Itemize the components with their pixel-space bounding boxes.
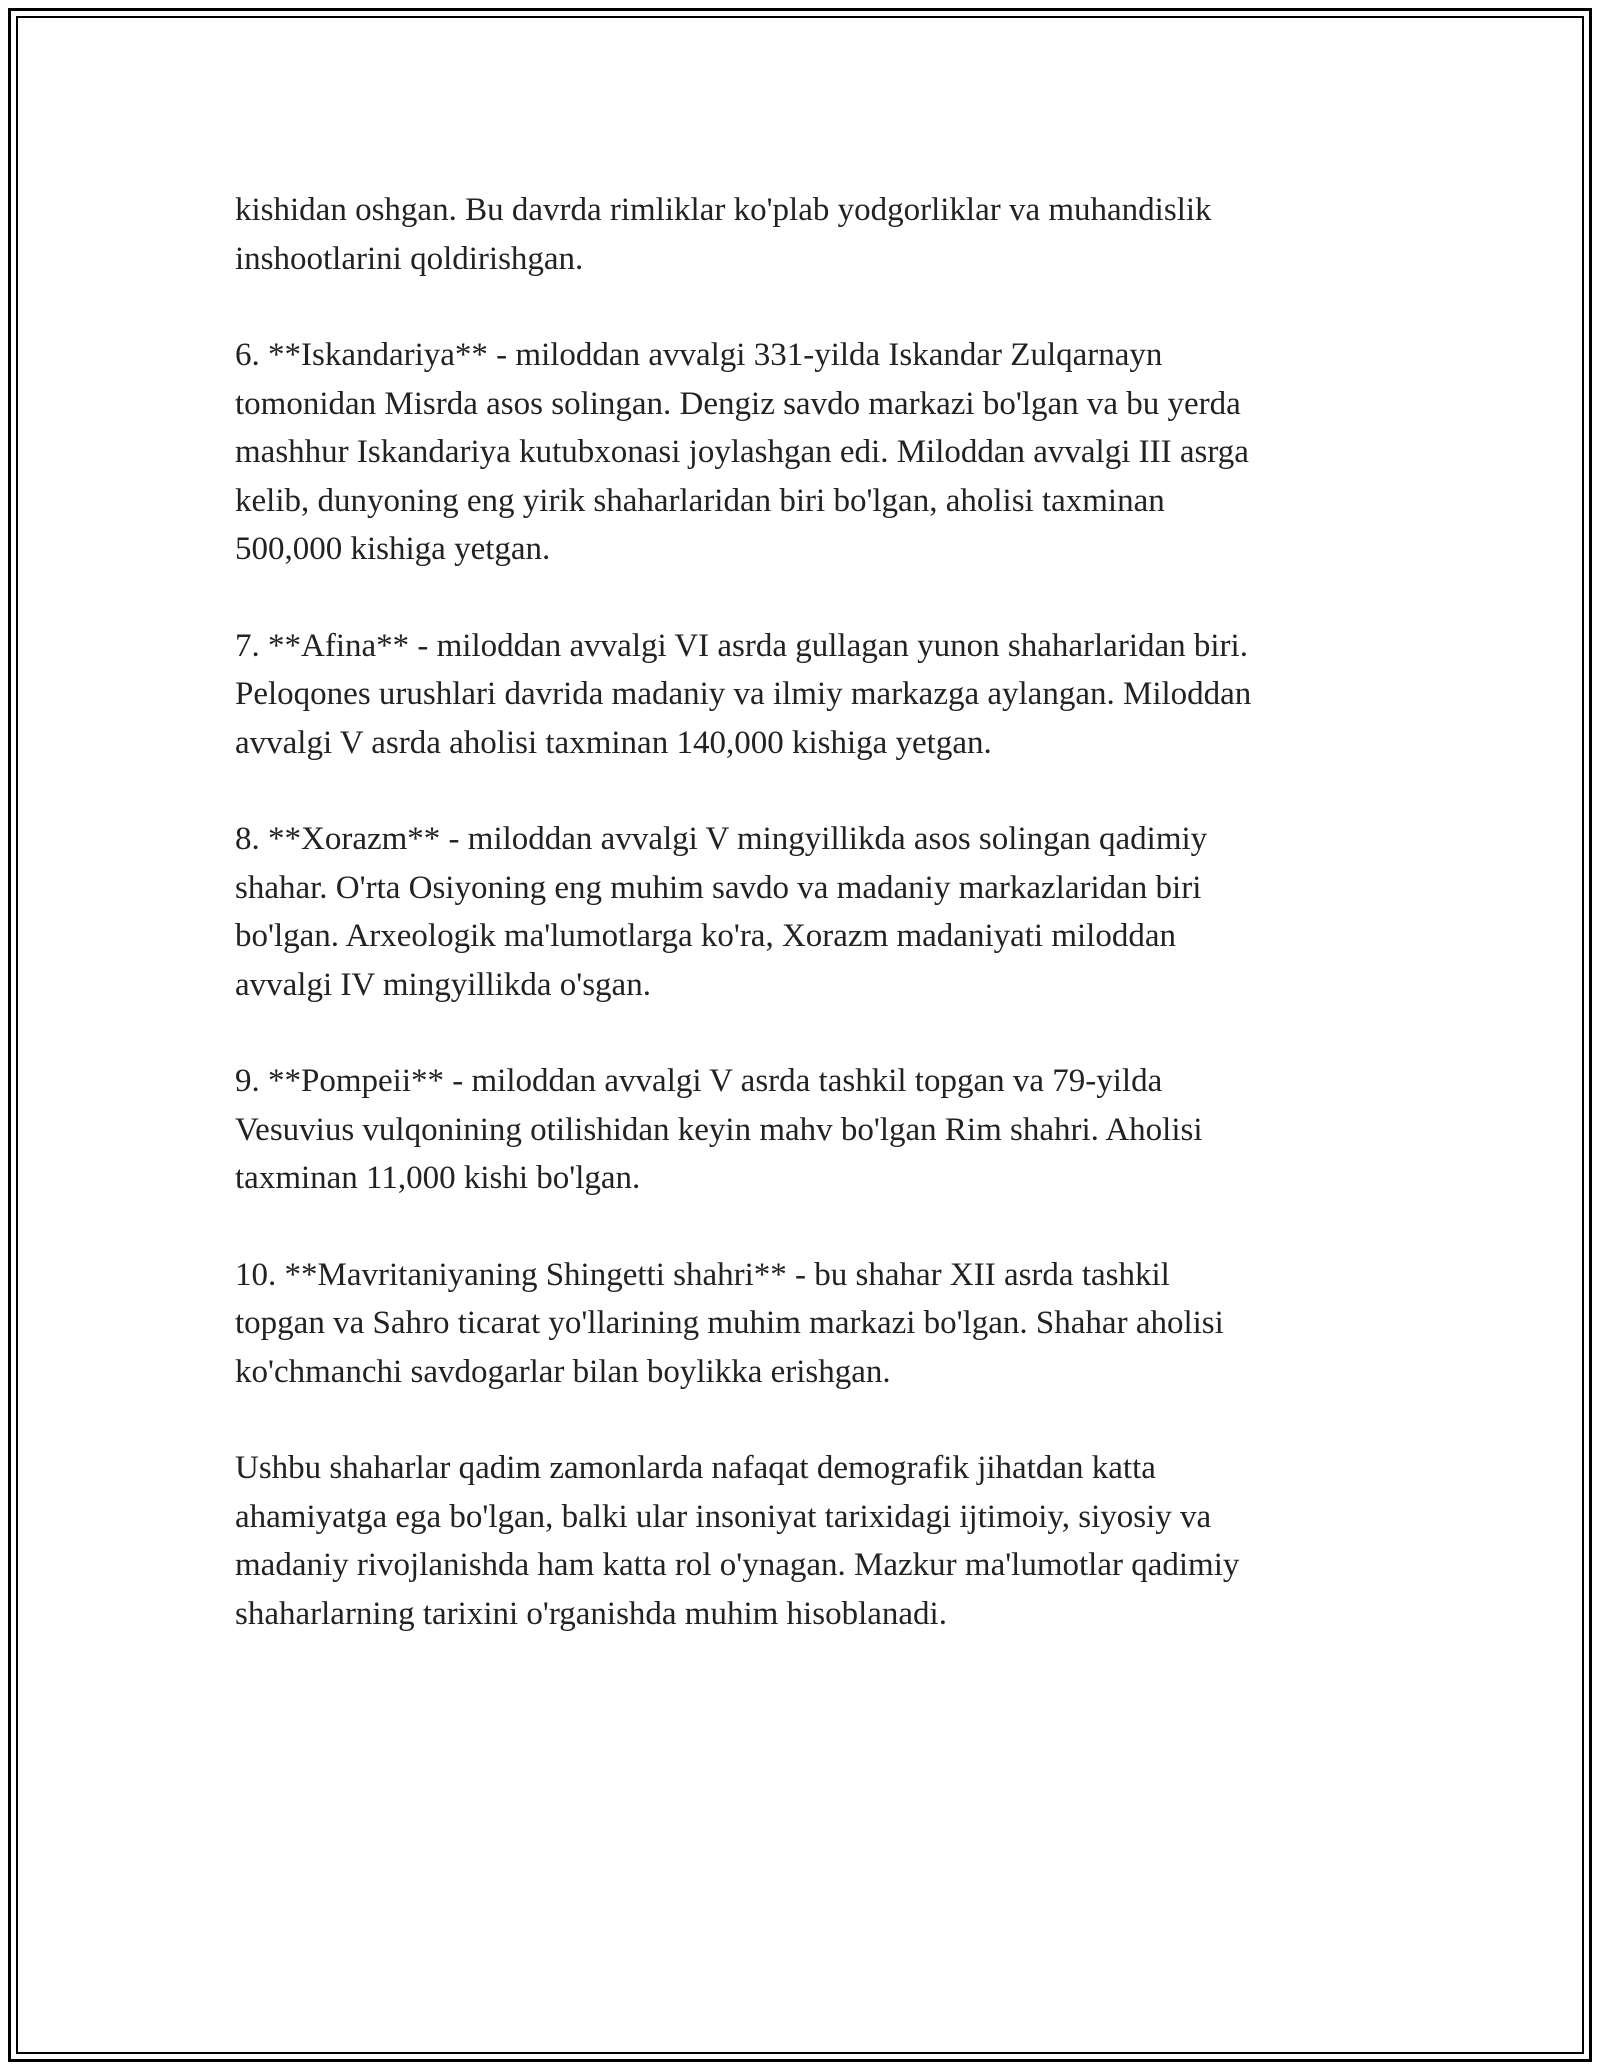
- paragraph-pompeii: 9. **Pompeii** - miloddan avvalgi V asrda tashkil topgan va 79-yilda Vesuvius vulqonining otilishidan keyin mahv bo'lgan Rim shahri. Aholisi taxminan 11,000 kishi bo'lgan.: [235, 1063, 1203, 1196]
- paragraph-rome-continuation: kishidan oshgan. Bu davrda rimliklar ko'plab yodgorliklar va muhandislik inshootlarini qoldirishgan.: [235, 192, 1212, 277]
- document-body: [235, 186, 1385, 1686]
- paragraph-iskandariya: 6. **Iskandariya** - miloddan avvalgi 331-yilda Iskandar Zulqarnayn tomonidan Misrda asos solingan. Dengiz savdo markazi bo'lgan va bu yerda mashhur Iskandariya kutubxonasi joylashgan edi. Miloddan avvalgi III asrga kelib, dunyoning eng yirik shaharlaridan biri bo'lgan, aholisi taxminan 500,000 kishiga yetgan.: [235, 337, 1249, 567]
- paragraph-shingetti: 10. **Mavritaniyaning Shingetti shahri** - bu shahar XII asrda tashkil topgan va Sahro ticarat yo'llarining muhim markazi bo'lgan. Shahar aholisi ko'chmanchi savdogarlar bilan boylikka erishgan.: [235, 1256, 1224, 1390]
- paragraph-conclusion: Ushbu shaharlar qadim zamonlarda nafaqat demografik jihatdan katta ahamiyatga ega bo'lgan, balki ular insoniyat tarixidagi ijtimoiy, siyosiy va madaniy rivojlanishda ham katta rol o'ynagan. Mazkur ma'lumotlar qadimiy shaharlarning tarixini o'rganishda muhim hisoblanadi.: [235, 1450, 1240, 1632]
- paragraph-xorazm: 8. **Xorazm** - miloddan avvalgi V mingyillikda asos solingan qadimiy shahar. O'rta Osiyoning eng muhim savdo va madaniy markazlaridan biri bo'lgan. Arxeologik ma'lumotlarga ko'ra, Xorazm madaniyati miloddan avvalgi IV mingyillikda o'sgan.: [235, 821, 1208, 1003]
- paragraph-afina: 7. **Afina** - miloddan avvalgi VI asrda gullagan yunon shaharlaridan biri. Peloqones urushlari davrida madaniy va ilmiy markazga aylangan. Miloddan avvalgi V asrda aholisi taxminan 140,000 kishiga yetgan.: [235, 627, 1252, 761]
